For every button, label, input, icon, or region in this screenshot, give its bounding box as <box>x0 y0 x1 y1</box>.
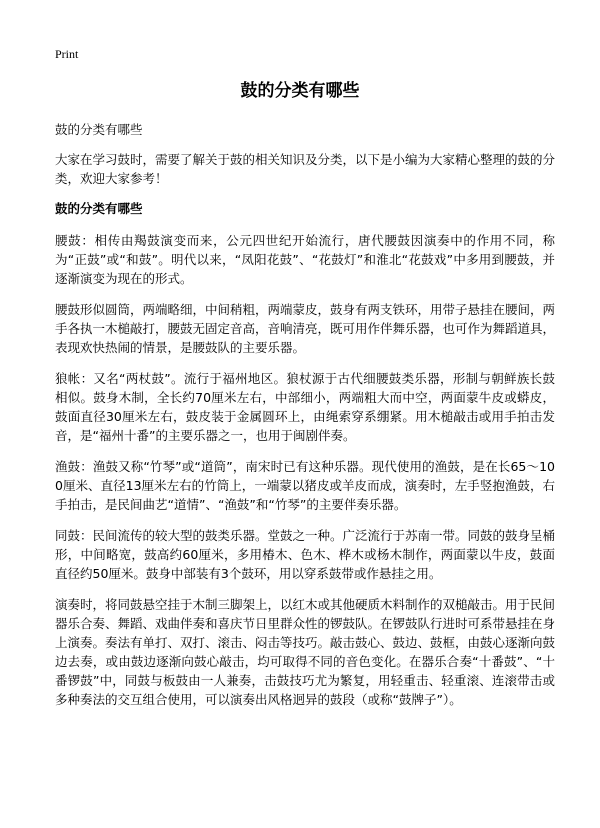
document-body <box>55 120 555 719</box>
document-subtitle: 鼓的分类有哪些 <box>55 122 143 137</box>
section-heading: 鼓的分类有哪些 <box>55 201 143 216</box>
paragraph-yaogu-origin: 腰鼓：相传由羯鼓演变而来，公元四世纪开始流行，唐代腰鼓因演奏中的作用不同，称为“正鼓”或“和鼓”。明代以来，“凤阳花鼓”、“花鼓灯”和淮北“花鼓戏”中多用到腰鼓，并逐渐演变为现在的形式。 <box>55 233 555 286</box>
paragraph-yaogu-shape: 腰鼓形似圆筒，两端略细，中间稍粗，两端蒙皮，鼓身有两支铁环，用带子悬挂在腰间，两手各执一木槌敲打，腰鼓无固定音高，音响清亮，既可用作伴舞乐器，也可作为舞蹈道具，表现欢快热闹的情景，是腰鼓队的主要乐器。 <box>55 302 556 355</box>
intro-paragraph: 大家在学习鼓时，需要了解关于鼓的相关知识及分类，以下是小编为大家精心整理的鼓的分类，欢迎大家参考！ <box>55 152 556 186</box>
paragraph-tonggu: 同鼓：民间流传的较大型的鼓类乐器。堂鼓之一种。广泛流行于苏南一带。同鼓的鼓身呈桶形，中间略宽，鼓高约60厘米，多用椿木、色木、桦木或杨木制作，两面蒙以牛皮，鼓面直径约50厘米。鼓身中部装有3个鼓环，用以穿系鼓带或作悬挂之用。 <box>55 528 556 581</box>
page-title: 鼓的分类有哪些 <box>240 81 360 101</box>
paragraph-langzhang: 狼帐：又名“两杖鼓”。流行于福州地区。狼杖源于古代细腰鼓类乐器，形制与朝鲜族长鼓相似。鼓身木制，全长约70厘米左右，中部细小，两端粗大而中空，两面蒙牛皮或蟒皮，鼓面直径30厘米左右，鼓皮装于金属圆环上，由绳索穿系绷紧。用木槌敲击或用手拍击发音，是“福州十番”的主要乐器之一，也用于闽剧伴奏。 <box>55 371 555 443</box>
paragraph-yugu: 渔鼓：渔鼓又称“竹琴”或“道筒”，南宋时已有这种乐器。现代使用的渔鼓，是在长65～100厘米、直径13厘米左右的竹筒上，一端蒙以猪皮或羊皮而成，演奏时，左手竖抱渔鼓，右手拍击，是民间曲艺“道情”、“渔鼓”和“竹琴”的主要伴奏乐器。 <box>55 459 555 512</box>
print-label: Print <box>55 47 79 61</box>
paragraph-tonggu-performance: 演奏时，将同鼓悬空挂于木制三脚架上，以红木或其他硬质木料制作的双槌敲击。用于民间器乐合奏、舞蹈、戏曲伴奏和喜庆节日里群众性的锣鼓队。在锣鼓队行进时可系带悬挂在身上演奏。奏法有单打、双打、滚击、闷击等技巧。敲击鼓心、鼓边、鼓框，由鼓心逐渐向鼓边去奏，或由鼓边逐渐向鼓心敲击，均可取得不同的音色变化。在器乐合奏“十番鼓”、“十番锣鼓”中，同鼓与板鼓由一人兼奏，击鼓技巧尤为繁复，用轻重击、轻重滚、连滚带击或多种奏法的交互组合使用，可以演奏出风格迥异的鼓段（或称“鼓牌子”）。 <box>55 597 556 707</box>
